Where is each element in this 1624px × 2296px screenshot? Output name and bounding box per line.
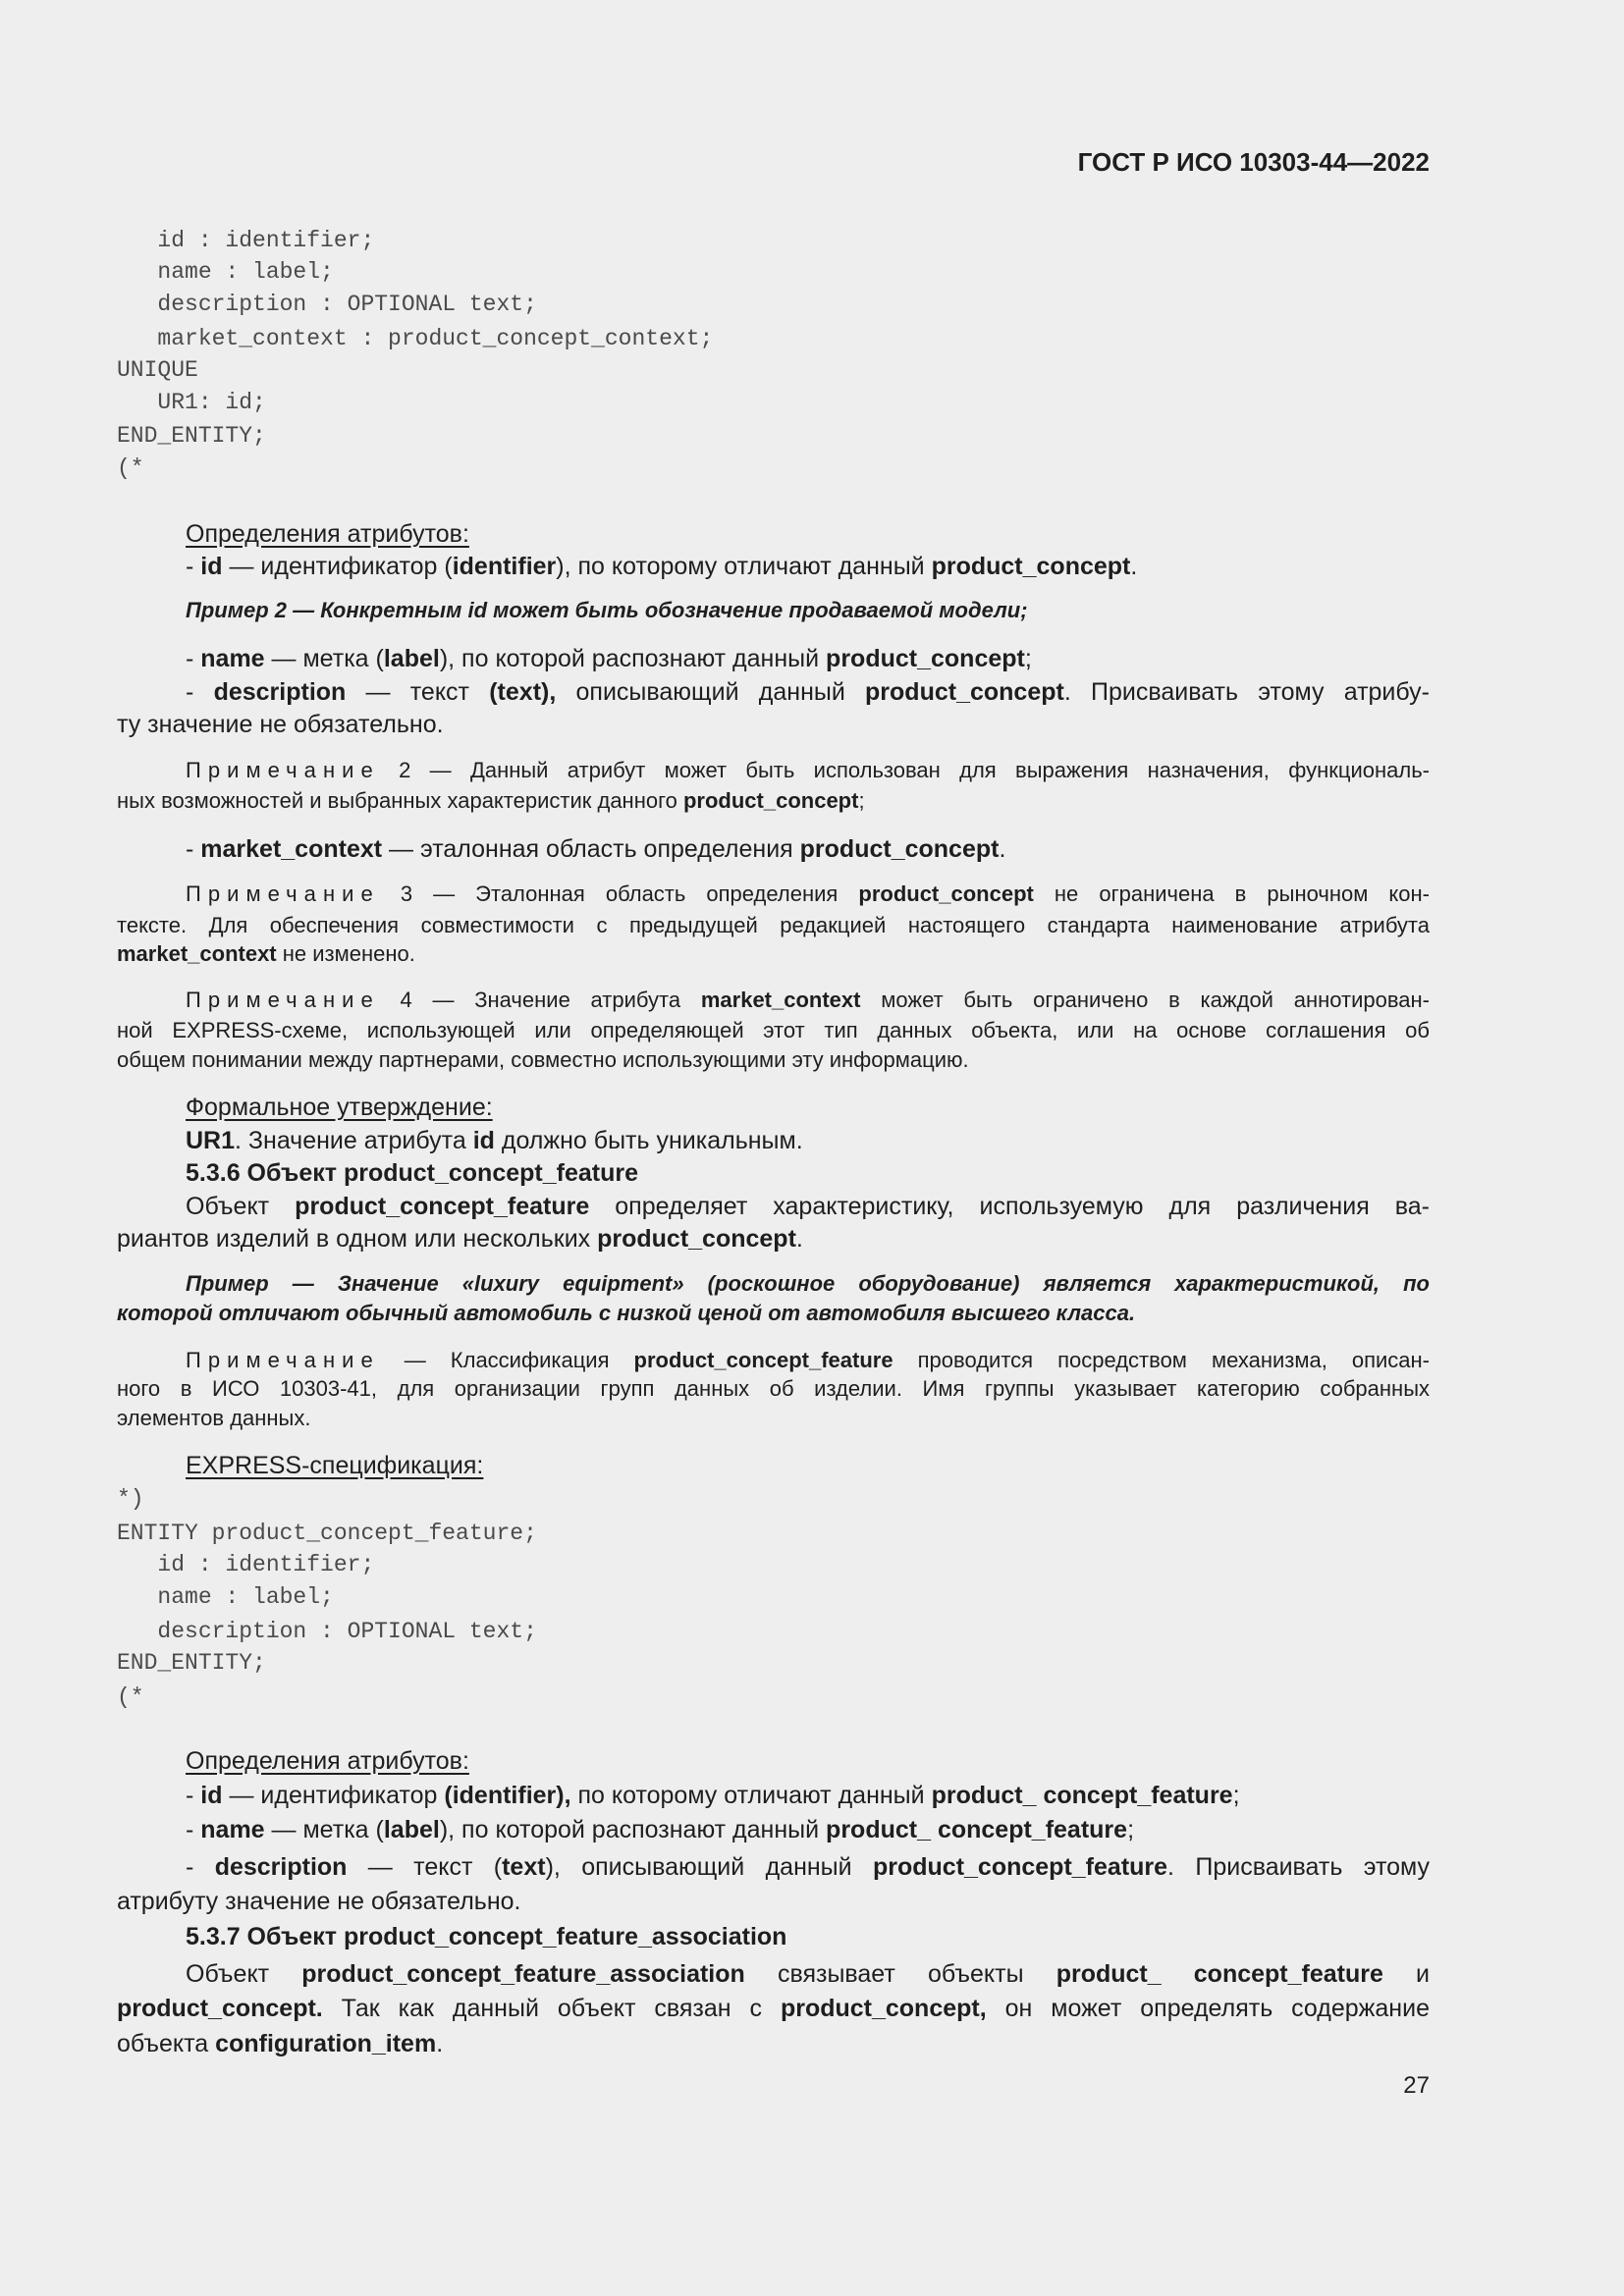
- text-run: атрибуту значение не обязательно.: [117, 1888, 521, 1915]
- bold-term: product_concept: [799, 835, 1000, 863]
- note-label: Примечание: [186, 1348, 380, 1372]
- text-run: Пример — Значение «luxury equipment» (роскошное оборудование) является характеристикой, по: [186, 1271, 1430, 1296]
- bold-term: (text),: [489, 678, 557, 706]
- text-run: Объект: [186, 1193, 296, 1220]
- bold-term: product_concept: [826, 645, 1025, 672]
- text-run: — эталонная область определения: [382, 835, 800, 863]
- paragraph-feature-description: [186, 1189, 1430, 1224]
- bold-term: product_concept: [682, 788, 859, 813]
- text-run: которой отличают обычный автомобиль с низкой ценой от автомобиля высшего класса.: [117, 1301, 1136, 1325]
- bold-term: product_concept,: [780, 1995, 987, 2022]
- note-classification-continuation: [117, 1373, 1430, 1405]
- bold-term: label: [383, 645, 440, 672]
- text-run: Определения атрибутов:: [186, 1747, 469, 1775]
- bold-term: label: [383, 1816, 440, 1843]
- bold-term: product_ concept_feature: [826, 1816, 1128, 1843]
- bold-term: product_ concept_feature: [931, 1782, 1233, 1809]
- text-run: не ограничена в рыночном кон-: [1033, 881, 1430, 906]
- text-run: Определения атрибутов:: [186, 520, 469, 548]
- note-classification: [186, 1345, 1430, 1376]
- code-line: (*: [117, 455, 144, 481]
- code-line: description : OPTIONAL text;: [117, 1619, 537, 1644]
- text-run: -: [186, 1853, 215, 1881]
- attribute-description-continuation: [117, 707, 1430, 742]
- note-label: Примечание: [186, 758, 380, 782]
- note-2: [186, 755, 1430, 786]
- paragraph-association-continuation: [117, 1991, 1430, 2026]
- text-run: — текст (: [347, 1853, 503, 1881]
- paragraph-association-continuation: [117, 2026, 1430, 2061]
- text-run: ;: [1232, 1782, 1240, 1809]
- text-run: ), по которому отличают данный: [556, 553, 932, 580]
- text-run: элементов данных.: [117, 1406, 311, 1430]
- bold-term: description: [214, 1853, 348, 1881]
- code-line: END_ENTITY;: [117, 1650, 266, 1676]
- note-4: [186, 985, 1430, 1016]
- code-line: market_context : product_concept_context;: [117, 326, 714, 351]
- text-run: .: [999, 835, 1006, 863]
- text-run: ;: [858, 788, 865, 813]
- text-run: 2 — Данный атрибут может быть использован для выражения назначения, функциональ-: [379, 758, 1430, 782]
- text-run: общем понимании между партнерами, совместно использующими эту информацию.: [117, 1047, 969, 1072]
- text-run: ;: [1024, 645, 1032, 672]
- text-run: ), описывающий данный: [545, 1853, 873, 1881]
- text-run: — текст: [346, 678, 490, 706]
- text-run: — метка (: [264, 645, 384, 672]
- bold-term: product_concept_feature: [295, 1193, 590, 1220]
- note-3-continuation: [117, 938, 1430, 970]
- attribute-id-definition: [186, 549, 1430, 584]
- code-line: ENTITY product_concept_feature;: [117, 1521, 537, 1546]
- section-label-attribute-definitions: [186, 516, 1430, 552]
- text-run: Формальное утверждение:: [186, 1094, 493, 1121]
- code-line: END_ENTITY;: [117, 423, 266, 449]
- example-luxury: [186, 1268, 1430, 1300]
- note-3-continuation: [117, 910, 1430, 941]
- text-run: EXPRESS-спецификация:: [186, 1452, 484, 1479]
- attribute-description-definition: [186, 674, 1430, 710]
- bold-term: product_ concept_feature: [1056, 1960, 1383, 1988]
- paragraph-association-description: [186, 1956, 1430, 1992]
- attribute-description-definition: [186, 1849, 1430, 1885]
- note-4-continuation: [117, 1015, 1430, 1046]
- text-run: ной EXPRESS-схеме, использующей или определяющей этот тип данных объекта, или на основе соглашения об: [117, 1018, 1430, 1042]
- text-run: не изменено.: [276, 941, 415, 966]
- code-line: name : label;: [117, 1584, 334, 1610]
- bold-term: description: [213, 678, 347, 706]
- example-luxury-continuation: [117, 1298, 1430, 1329]
- bold-term: product_concept: [931, 553, 1131, 580]
- text-run: -: [186, 835, 201, 863]
- text-run: — Классификация: [379, 1348, 634, 1372]
- bold-term: product_concept_feature_association: [301, 1960, 745, 1988]
- text-run: -: [186, 645, 201, 672]
- bold-term: product_concept: [858, 881, 1034, 906]
- text-run: — метка (: [264, 1816, 384, 1843]
- bold-term: market_context: [117, 941, 277, 966]
- bold-term: product_concept_feature: [872, 1853, 1168, 1881]
- bold-term: 5.3.7 Объект product_concept_feature_association: [186, 1923, 787, 1950]
- text-run: -: [186, 553, 201, 580]
- text-run: объекта: [117, 2030, 216, 2057]
- code-line: id : identifier;: [117, 1552, 375, 1577]
- text-run: . Присваивать этому: [1167, 1853, 1430, 1881]
- text-run: 3 — Эталонная область определения: [379, 881, 859, 906]
- text-run: ту значение не обязательно.: [117, 711, 444, 738]
- bold-term: product_concept_feature: [633, 1348, 893, 1372]
- code-line: *): [117, 1486, 144, 1512]
- text-run: . Присваивать этому атрибу-: [1063, 678, 1430, 706]
- text-run: описывающий данный: [556, 678, 866, 706]
- code-line: UR1: id;: [117, 390, 266, 415]
- bold-term: identifier: [452, 553, 557, 580]
- note-label: Примечание: [186, 881, 380, 906]
- bold-term: (identifier),: [444, 1782, 571, 1809]
- section-heading-5-3-7: [186, 1919, 1430, 1954]
- bold-term: UR1: [186, 1127, 236, 1154]
- text-run: -: [186, 1782, 201, 1809]
- bold-term: id: [200, 553, 223, 580]
- bold-term: configuration_item: [215, 2030, 437, 2057]
- code-line: id : identifier;: [117, 228, 375, 253]
- note-3: [186, 879, 1430, 910]
- bold-term: name: [200, 645, 265, 672]
- bold-term: name: [200, 1816, 265, 1843]
- text-run: ного в ИСО 10303-41, для организации групп данных об изделии. Имя группы указывает категорию собранных: [117, 1376, 1430, 1401]
- bold-term: product_concept: [865, 678, 1064, 706]
- code-line: UNIQUE: [117, 357, 198, 383]
- text-run: ных возможностей и выбранных характеристик данного: [117, 788, 683, 813]
- note-label: Примечание: [186, 988, 380, 1012]
- text-run: .: [795, 1225, 803, 1253]
- text-run: . Значение атрибута: [235, 1127, 473, 1154]
- section-label-attribute-definitions: [186, 1743, 1430, 1779]
- attribute-market-context-definition: [186, 831, 1430, 867]
- text-run: может быть ограничено в каждой аннотирован-: [860, 988, 1430, 1012]
- text-run: определяет характеристику, используемую для различения ва-: [589, 1193, 1430, 1220]
- text-run: .: [436, 2030, 444, 2057]
- text-run: — идентификатор: [222, 1782, 445, 1809]
- example-2: [186, 595, 1430, 626]
- code-line: (*: [117, 1684, 144, 1710]
- attribute-id-definition: [186, 1778, 1430, 1813]
- text-run: Так как данный объект связан с: [322, 1995, 781, 2022]
- note-classification-continuation: [117, 1403, 1430, 1434]
- bold-term: text: [502, 1853, 546, 1881]
- section-label-express-spec: [186, 1448, 1430, 1483]
- code-line: name : label;: [117, 259, 334, 285]
- formal-statement-ur1: [186, 1123, 1430, 1158]
- section-heading-5-3-6: [186, 1155, 1430, 1191]
- bold-term: market_context: [700, 988, 861, 1012]
- text-run: ), по которой распознают данный: [439, 1816, 827, 1843]
- text-run: проводится посредством механизма, описан-: [893, 1348, 1430, 1372]
- text-run: он может определять содержание: [986, 1995, 1430, 2022]
- text-run: .: [1130, 553, 1138, 580]
- attribute-description-continuation: [117, 1884, 1430, 1919]
- document-header: ГОСТ Р ИСО 10303-44—2022: [1077, 147, 1430, 177]
- page-number: 27: [1403, 2072, 1430, 2099]
- text-run: и: [1382, 1960, 1430, 1988]
- attribute-name-definition: [186, 1812, 1430, 1847]
- bold-term: market_context: [200, 835, 383, 863]
- bold-term: id: [200, 1782, 223, 1809]
- text-run: ;: [1127, 1816, 1135, 1843]
- bold-term: 5.3.6 Объект product_concept_feature: [186, 1159, 638, 1187]
- attribute-name-definition: [186, 641, 1430, 676]
- section-label-formal-statement: [186, 1090, 1430, 1125]
- note-2-continuation: [117, 785, 1430, 817]
- text-run: -: [186, 678, 214, 706]
- text-run: связывает объекты: [744, 1960, 1056, 1988]
- note-4-continuation: [117, 1044, 1430, 1076]
- text-run: риантов изделий в одном или нескольких: [117, 1225, 598, 1253]
- text-run: должно быть уникальным.: [494, 1127, 803, 1154]
- bold-term: id: [472, 1127, 495, 1154]
- paragraph-feature-continuation: [117, 1221, 1430, 1256]
- code-line: description : OPTIONAL text;: [117, 292, 537, 317]
- text-run: по которому отличают данный: [570, 1782, 932, 1809]
- bold-term: product_concept.: [117, 1995, 323, 2022]
- text-run: 4 — Значение атрибута: [379, 988, 701, 1012]
- bold-term: product_concept: [597, 1225, 796, 1253]
- text-run: Объект: [186, 1960, 302, 1988]
- text-run: тексте. Для обеспечения совместимости с предыдущей редакцией настоящего стандарта наименование атрибута: [117, 913, 1430, 937]
- text-run: -: [186, 1816, 201, 1843]
- text-run: Пример 2 — Конкретным id может быть обозначение продаваемой модели;: [186, 598, 1028, 622]
- text-run: — идентификатор (: [222, 553, 453, 580]
- text-run: ), по которой распознают данный: [439, 645, 827, 672]
